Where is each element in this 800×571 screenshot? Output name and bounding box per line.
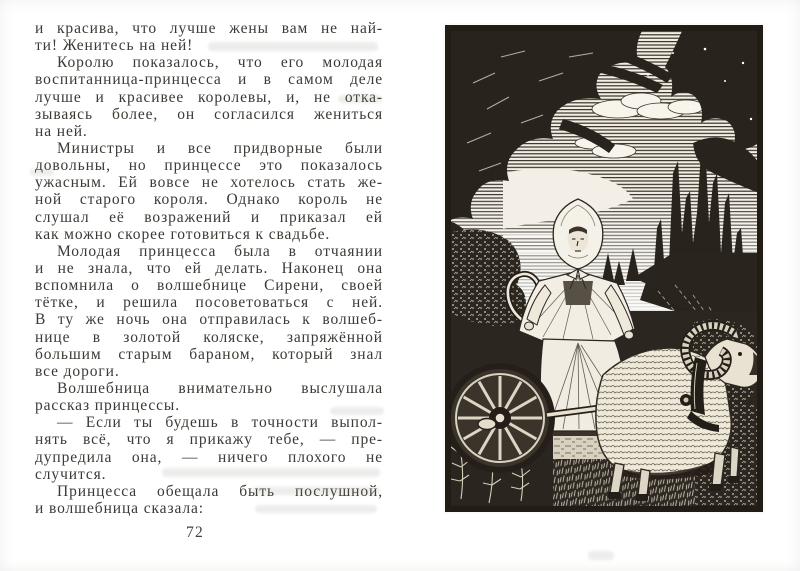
text-line: — Если ты будешь в точности выпол-	[57, 414, 383, 432]
text-line: зываясь более, он согласился жениться	[35, 105, 383, 123]
text-line: ной старого короля. Однако король не	[35, 191, 383, 209]
text-line: большим старым бараном, который знал	[35, 345, 383, 363]
text-line: и красива, что лучше жены вам не най-	[35, 20, 383, 37]
page-showthrough-smudge	[338, 95, 382, 103]
left-page-text	[35, 20, 383, 517]
text-line: нять всё, что я прикажу тебе, — пре-	[35, 431, 383, 449]
left-page-footer	[35, 517, 383, 547]
ram-carriage-illustration	[443, 23, 765, 514]
text-line: ужасным. Ей вовсе не хотелось стать же-	[35, 174, 383, 192]
text-line: и волшебница сказала:	[35, 499, 205, 517]
text-line: лучше и красивее королевы, и, не отка-	[35, 88, 383, 106]
text-line: воспитанница-принцесса и в самом деле	[35, 71, 383, 89]
text-line: случится.	[35, 465, 107, 483]
text-line: Министры и все придворные были	[57, 139, 383, 157]
page-showthrough-smudge	[208, 42, 378, 51]
text-line: В ту же ночь она отправилась к волшеб-	[35, 311, 383, 329]
page-showthrough-smudge	[255, 505, 377, 513]
text-line: вспомнила о волшебнице Сирени, своей	[35, 277, 383, 295]
text-line: как можно скорее готовиться к свадьбе.	[35, 225, 331, 243]
text-line: слушал её возражений и приказал ей	[35, 208, 383, 226]
text-line: ти! Женитесь на ней!	[35, 37, 194, 55]
text-line: довольны, но принцессе это показалось	[35, 157, 383, 175]
page-showthrough-smudge	[30, 168, 54, 176]
page-showthrough-smudge	[330, 407, 384, 415]
text-line: Королю показалось, что его молодая	[57, 54, 383, 72]
text-line: все дороги.	[35, 362, 120, 380]
text-line: Волшебница внимательно выслушала	[57, 379, 383, 397]
page-showthrough-smudge	[252, 487, 380, 495]
text-line: и не знала, что ей делать. Наконец она	[35, 259, 383, 277]
text-line: Принцесса обещала быть послушной,	[57, 482, 383, 500]
page-showthrough-smudge	[588, 551, 614, 560]
text-line: дупредила она, — ничего плохого не	[35, 448, 383, 466]
text-line: тётке, и решила посоветоваться с ней.	[35, 294, 383, 312]
text-line: на ней.	[35, 122, 88, 140]
page-number: 72	[186, 524, 204, 541]
text-line: нице в золотой коляске, запряжённой	[35, 328, 383, 346]
text-line: Молодая принцесса была в отчаянии	[57, 242, 383, 260]
text-line: рассказ принцессы.	[35, 397, 181, 415]
page-showthrough-smudge	[162, 468, 380, 477]
